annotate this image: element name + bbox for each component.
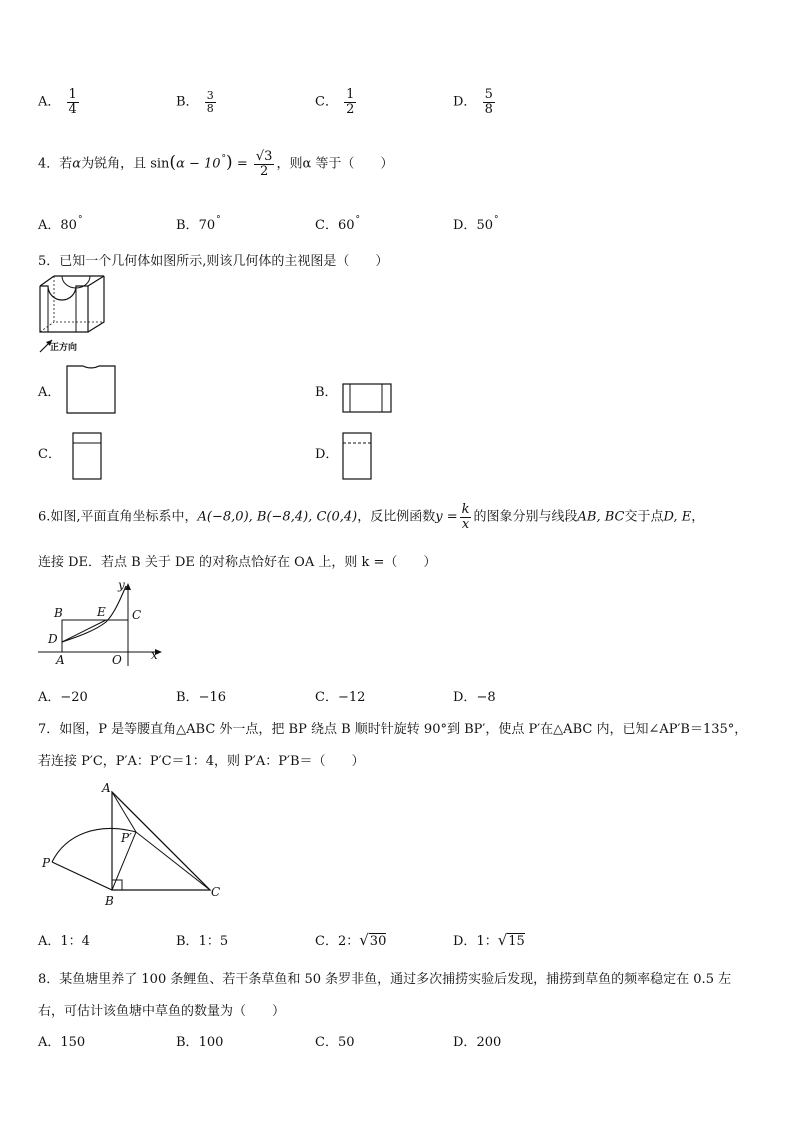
label-c: C (132, 608, 142, 622)
option-letter: D． (453, 94, 477, 110)
q4-option-a: A．80° (38, 215, 83, 233)
label-b: B (105, 894, 114, 908)
q6-option-d: D．−8 (453, 690, 496, 705)
option-letter: C． (315, 94, 338, 110)
q8-option-a: A．150 (38, 1035, 86, 1050)
q6-option-c: C．−12 (315, 690, 366, 705)
q3-option-d (453, 88, 497, 116)
q5-option-a-letter: A． (38, 385, 61, 400)
fraction: $\frac{k}{x}$ (461, 502, 470, 532)
label-a: A (56, 653, 65, 667)
q4-stem: 4．若α为锐角，且 sin(α − 10°) = $\frac{√3}{2}$ ，则α 等于（ ） (38, 149, 394, 179)
option-letter: B． (176, 94, 199, 110)
q8-option-b: B．100 (176, 1035, 224, 1050)
fraction: $\frac{5}{8}$ (484, 87, 493, 117)
option-letter: A． (38, 94, 61, 110)
label-a: A (102, 781, 111, 795)
label-x: x (151, 648, 158, 662)
q7-stem-line1: 7．如图，P 是等腰直角△ABC 外一点，把 BP 绕点 B 顺时针旋转 90°到 BP′，使点 P′在△ABC 内，已知∠AP′B＝135°， (38, 722, 748, 737)
q4-option-d: D．50° (453, 215, 499, 233)
q8-stem-line1: 8．某鱼塘里养了 100 条鲤鱼、若干条草鱼和 50 条罗非鱼，通过多次捕捞实验后发现，捕捞到草鱼的频率稳定在 0.5 左 (38, 972, 732, 987)
q4-option-b: B．70° (176, 215, 221, 233)
fraction: $\frac{1}{4}$ (68, 87, 77, 117)
q3-option-a (38, 88, 81, 116)
q3-option-b (176, 90, 218, 114)
label-c: C (211, 885, 221, 899)
q6-stem-line1: 6.如图,平面直角坐标系中，A(−8,0), B(−8,4), C(0,4)，反比例函数y = $\frac{k}{x}$ 的图象分别与线段AB, BC交于点D, E， (38, 502, 705, 532)
q6-option-a: A．−20 (38, 690, 88, 705)
label-b: B (54, 606, 63, 620)
q5-option-c-letter: C． (38, 447, 61, 462)
q5-stem: 5．已知一个几何体如图所示,则该几何体的主视图是（ ） (38, 254, 389, 269)
q7-stem-line2: 若连接 P′C，P′A：P′C＝1：4，则 P′A：P′B＝（ ） (38, 754, 365, 769)
q5-option-d-letter: D． (315, 447, 339, 462)
q7-option-b: B．1：5 (176, 934, 229, 949)
q8-stem-line2: 右，可估计该鱼塘中草鱼的数量为（ ） (38, 1004, 286, 1019)
q8-option-d: D．200 (453, 1035, 502, 1050)
q7-option-a: A．1：4 (38, 934, 90, 949)
fraction: $\frac{1}{2}$ (346, 87, 355, 117)
q5-option-c-figure (72, 432, 104, 482)
label-p-prime: P′ (121, 831, 132, 845)
label-e: E (97, 605, 106, 619)
q7-option-d: D．1：√15 (453, 931, 525, 949)
q6-option-b: B．−16 (176, 690, 226, 705)
label-p: P (42, 856, 51, 870)
q8-option-c: C．50 (315, 1035, 355, 1050)
q5-option-a-figure (66, 364, 116, 416)
fraction: $\frac{3}{8}$ (206, 89, 214, 115)
q7-option-c: C．2：√30 (315, 931, 387, 949)
direction-label: 正方向 (50, 343, 78, 353)
label-d: D (48, 632, 58, 646)
label-y: y (118, 578, 125, 592)
q5-option-b-letter: B． (315, 385, 338, 400)
q6-stem-line2: 连接 DE．若点 B 关于 DE 的对称点恰好在 OA 上，则 k =（ ） (38, 555, 437, 570)
q5-option-d-figure (342, 432, 374, 482)
fraction: $\frac{√3}{2}$ (255, 149, 273, 179)
q3-option-c (315, 88, 358, 116)
q7-triangle-figure (40, 780, 230, 910)
q4-option-c: C．60° (315, 215, 360, 233)
label-o: O (112, 653, 122, 667)
q5-option-b-figure (342, 383, 394, 415)
